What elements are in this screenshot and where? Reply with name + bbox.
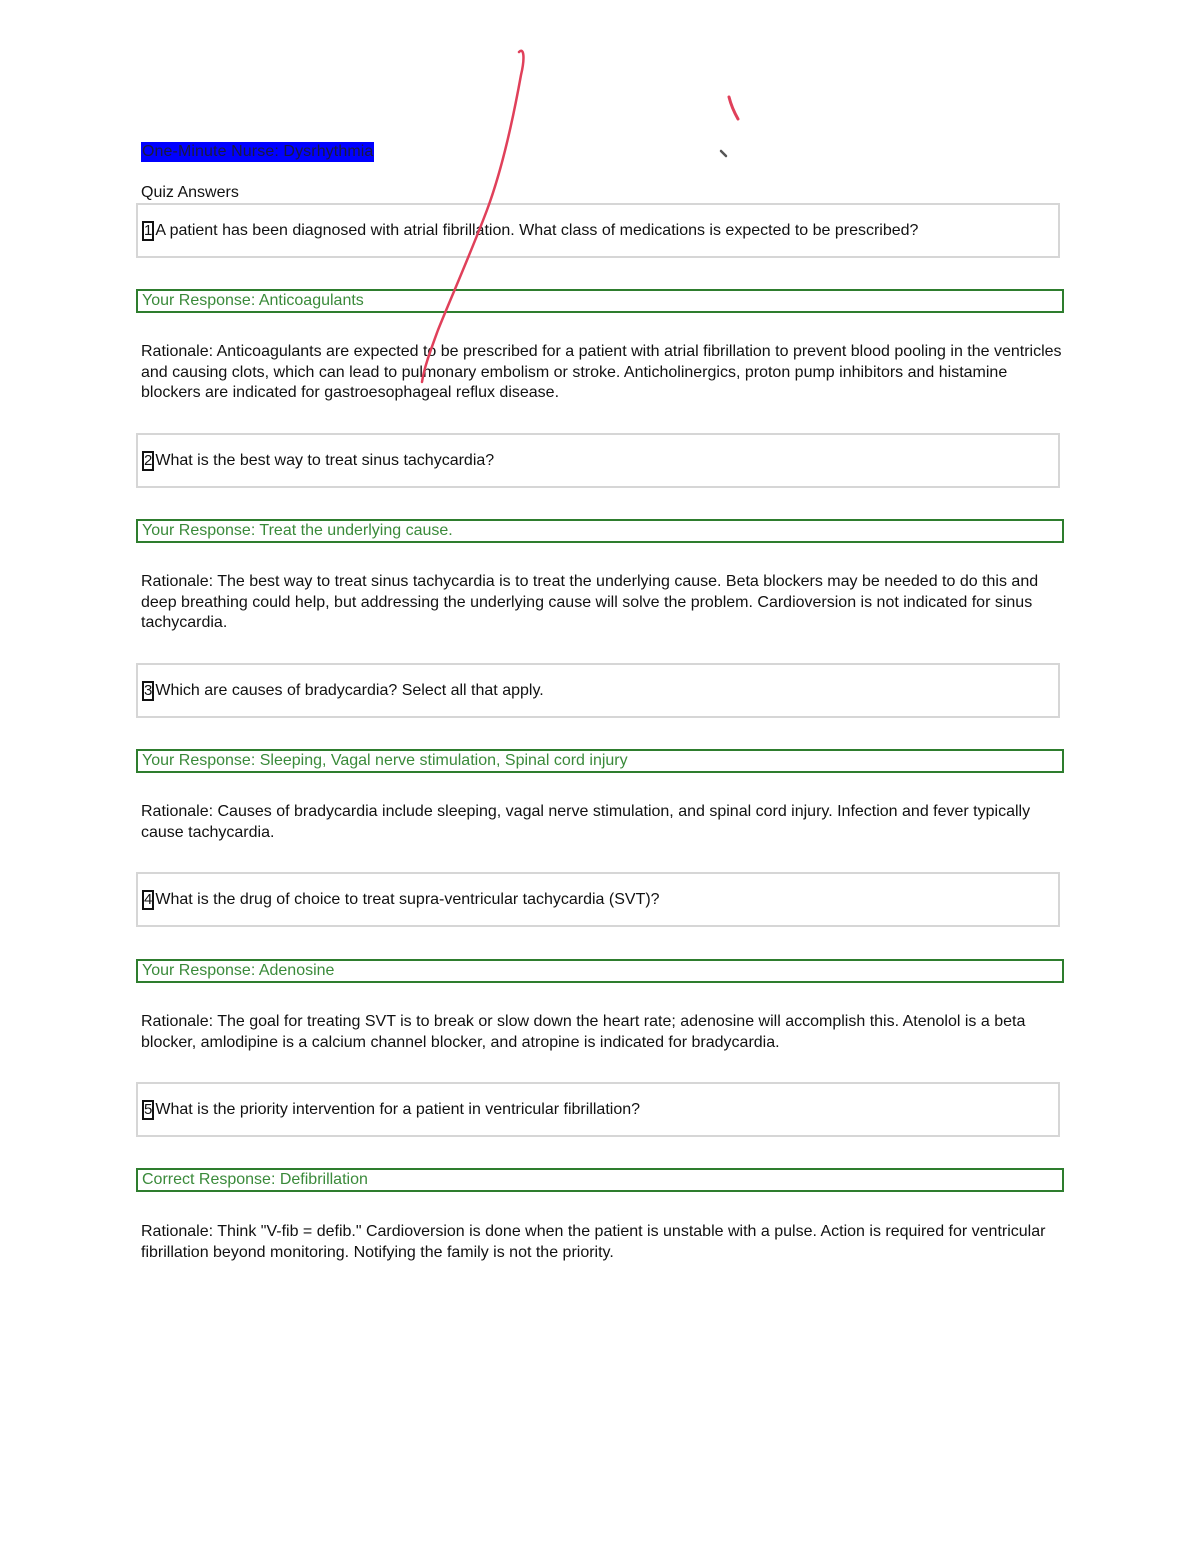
rationale-4 xyxy=(141,1012,1066,1053)
rationale-label: Rationale: xyxy=(141,1223,214,1240)
rationale-text: Causes of bradycardia include sleeping, vagal nerve stimulation, and spinal cord injury. Infection and fever typically cause tachycardia. xyxy=(141,803,1031,841)
question-box-2 xyxy=(136,433,1060,488)
rationale-label: Rationale: xyxy=(141,803,214,820)
rationale-label: Rationale: xyxy=(141,1013,214,1030)
question-label-4: What is the drug of choice to treat supra-ventricular tachycardia (SVT)? xyxy=(155,891,660,908)
question-number-1: 1 xyxy=(144,222,153,239)
rationale-2 xyxy=(141,572,1066,634)
question-number-2: 2 xyxy=(144,452,153,469)
response-box-4: Your Response: Adenosine xyxy=(136,959,1064,983)
question-text-1 xyxy=(142,221,918,241)
question-number-5: 5 xyxy=(144,1101,153,1118)
rationale-label: Rationale: xyxy=(141,573,214,590)
rationale-text: The goal for treating SVT is to break or slow down the heart rate; adenosine will accomplish this. Atenolol is a beta blocker, amlodipine is a calcium channel blocker, and atropine is indicated for bradycardia. xyxy=(141,1013,1026,1051)
question-label-2: What is the best way to treat sinus tachycardia? xyxy=(155,452,495,469)
rationale-5 xyxy=(141,1222,1066,1263)
question-number-4: 4 xyxy=(144,891,153,908)
question-text-5 xyxy=(142,1100,640,1120)
document-title: One-Minute Nurse: Dysrhythmia xyxy=(142,143,374,160)
document-subtitle: Quiz Answers xyxy=(141,184,239,201)
rationale-text: Think "V-fib = defib." Cardioversion is done when the patient is unstable with a pulse. Action is required for ventricular fibrillation beyond monitoring. Notifying the family is not the priority. xyxy=(141,1223,1046,1261)
question-label-3: Which are causes of bradycardia? Select all that apply. xyxy=(155,682,544,699)
rationale-1 xyxy=(141,342,1066,404)
ink-stroke-short xyxy=(729,97,738,119)
response-box-5: Correct Response: Defibrillation xyxy=(136,1168,1064,1192)
rationale-label: Rationale: xyxy=(141,343,214,360)
question-text-2 xyxy=(142,451,494,471)
rationale-text: The best way to treat sinus tachycardia is to treat the underlying cause. Beta blockers may be needed to do this and deep breathing could help, but addressing the underlying cause will solve the problem. Cardioversion is not indicated for sinus tachycardia. xyxy=(141,573,1039,631)
question-box-5 xyxy=(136,1082,1060,1137)
question-box-4 xyxy=(136,872,1060,927)
question-label-1: A patient has been diagnosed with atrial fibrillation. What class of medications is expected to be prescribed? xyxy=(155,222,919,239)
question-label-5: What is the priority intervention for a patient in ventricular fibrillation? xyxy=(155,1101,641,1118)
response-box-1: Your Response: Anticoagulants xyxy=(136,289,1064,313)
question-text-4 xyxy=(142,890,660,910)
question-number-3: 3 xyxy=(144,682,153,699)
response-box-2: Your Response: Treat the underlying cause. xyxy=(136,519,1064,543)
question-box-1 xyxy=(136,203,1060,258)
response-box-3: Your Response: Sleeping, Vagal nerve stimulation, Spinal cord injury xyxy=(136,749,1064,773)
rationale-text: Anticoagulants are expected to be prescribed for a patient with atrial fibrillation to prevent blood pooling in the ventricles and causing clots, which can lead to pulmonary embolism or stroke. Anticholinergics, proton pump inhibitors and histamine blockers are indicated for gastroesophageal reflux disease. xyxy=(141,343,1062,401)
ink-dot xyxy=(721,151,726,156)
question-text-3 xyxy=(142,681,544,701)
question-box-3 xyxy=(136,663,1060,718)
rationale-3 xyxy=(141,802,1066,843)
